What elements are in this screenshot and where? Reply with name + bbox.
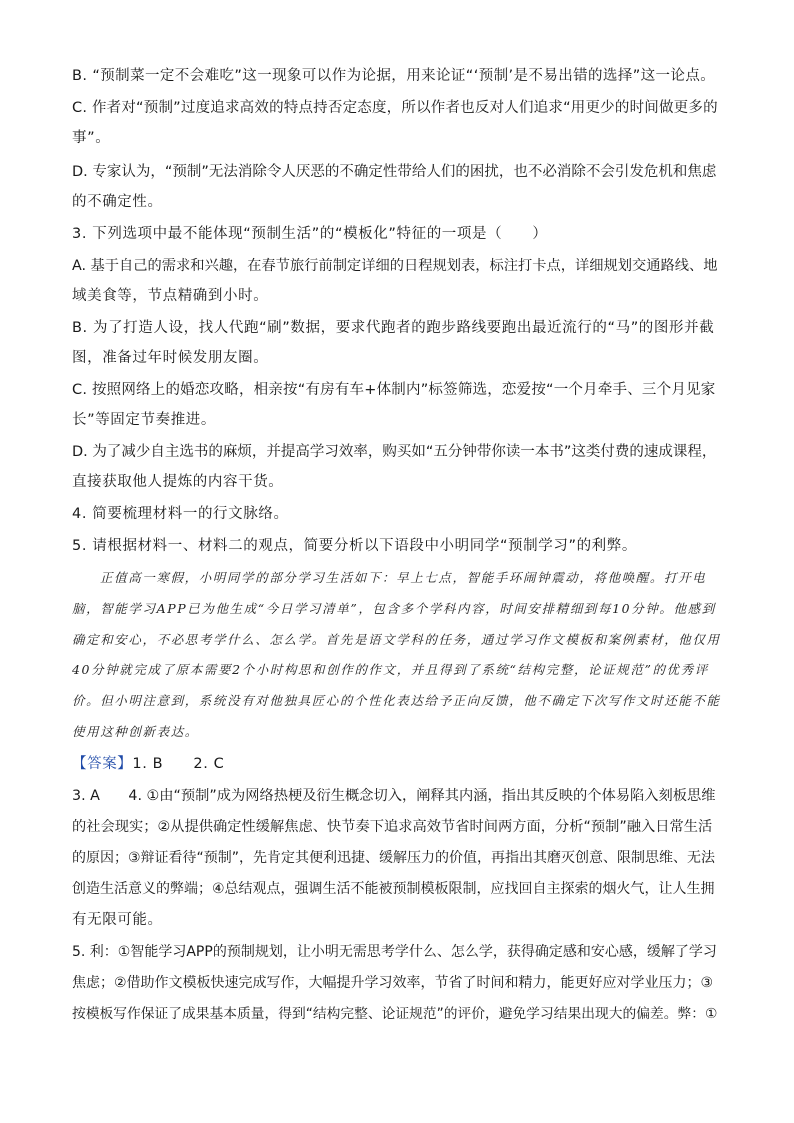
passage-line-1: 正值高一寒假，小明同学的部分学习生活如下：早上七点，智能手环闹钟震动，将他唤醒。打开电 bbox=[100, 570, 707, 585]
question-3: 3. 下列选项中最不能体现“预制生活”的“模板化”特征的一项是（ ） bbox=[72, 226, 548, 242]
q3-option-a-line-1: A. 基于自己的需求和兴趣，在春节旅行前制定详细的日程规划表，标注打卡点，详细规划交通路线、地 bbox=[72, 258, 718, 274]
q3-option-c-line-1: C. 按照网络上的婚恋攻略，相亲按“有房有车+体制内”标签筛选，恋爱按“一个月牵手、三个月见家 bbox=[72, 382, 716, 398]
option-d-line-1: D. 专家认为，“预制”无法消除令人厌恶的不确定性带给人们的困扰，也不必消除不会引发危机和焦虑 bbox=[72, 164, 717, 180]
answer-1-2: 1. B 2. C bbox=[132, 756, 225, 772]
answer-4-line-1: 3. A 4. ①由“预制”成为网络热梗及衍生概念切入，阐释其内涵，指出其反映的个体易陷入刻板思维 bbox=[72, 788, 716, 804]
passage-line-2: 脑，智能学习APP已为他生成“今日学习清单”，包含多个学科内容，时间安排精细到每10分钟。他感到 bbox=[72, 601, 716, 616]
passage-line-5: 价。但小明注意到，系统没有对他独具匠心的个性化表达给予正向反馈，他不确定下次写作文时还能不能 bbox=[72, 693, 721, 708]
q3-option-a-line-2: 域美食等，节点精确到小时。 bbox=[72, 288, 269, 304]
option-b: B. “预制菜一定不会难吃”这一现象可以作为论据，用来论证“‘预制’是不易出错的选择”这一论点。 bbox=[72, 68, 716, 84]
answer-5-line-2: 焦虑；②借助作文模板快速完成写作，大幅提升学习效率，节省了时间和精力，能更好应对学业压力；③ bbox=[72, 975, 714, 991]
q3-option-c-line-2: 长”等固定节奏推进。 bbox=[72, 412, 217, 428]
answer-tag: 【答案】 bbox=[72, 756, 133, 772]
q3-option-d-line-2: 直接获取他人提炼的内容干货。 bbox=[72, 474, 284, 490]
q3-option-b-line-2: 图，准备过年时候发朋友圈。 bbox=[72, 350, 269, 366]
answer-5-line-1: 5. 利：①智能学习APP的预制规划，让小明无需思考学什么、怎么学，获得确定感和安心感，缓解了学习 bbox=[72, 944, 717, 960]
option-c-line-2: 事”。 bbox=[72, 130, 111, 146]
answer-5-line-3: 按模板写作保证了成果基本质量，得到“结构完整、论证规范”的评价，避免学习结果出现大的偏差。弊：① bbox=[72, 1006, 718, 1022]
option-d-line-2: 的不确定性。 bbox=[72, 194, 163, 210]
question-5: 5. 请根据材料一、材料二的观点，简要分析以下语段中小明同学“预制学习”的利弊。 bbox=[72, 538, 637, 554]
answer-4-line-4: 创造生活意义的弊端；④总结观点，强调生活不能被预制模板限制，应找回自主探索的烟火气，让人生拥 bbox=[72, 881, 715, 897]
answer-4-line-5: 有无限可能。 bbox=[72, 912, 163, 928]
option-c-line-1: C. 作者对“预制”过度追求高效的特点持否定态度，所以作者也反对人们追求“用更少的时间做更多的 bbox=[72, 100, 718, 116]
question-4: 4. 简要梳理材料一的行文脉络。 bbox=[72, 506, 289, 522]
passage-line-4: 40分钟就完成了原本需要2个小时构思和创作的作文，并且得到了系统“结构完整，论证规范”的优秀评 bbox=[72, 662, 709, 677]
q3-option-b-line-1: B. 为了打造人设，找人代跑“刷”数据，要求代跑者的跑步路线要跑出最近流行的“马”的图形并截 bbox=[72, 320, 715, 336]
answer-4-line-2: 的社会现实；②从提供确定性缓解焦虑、快节奏下追求高效节省时间两方面，分析“预制”融入日常生活 bbox=[72, 819, 713, 835]
passage-line-6: 使用这种创新表达。 bbox=[72, 724, 199, 739]
q3-option-d-line-1: D. 为了减少自主选书的麻烦，并提高学习效率，购买如“五分钟带你读一本书”这类付费的速成课程， bbox=[72, 444, 717, 460]
passage-line-3: 确定和安心，不必思考学什么、怎么学。首先是语文学科的任务，通过学习作文模板和案例素材，他仅用 bbox=[72, 632, 721, 647]
answer-line bbox=[72, 755, 224, 773]
answer-4-line-3: 的原因；③辩证看待“预制”，先肯定其便利迅捷、缓解压力的价值，再指出其磨灭创意、限制思维、无法 bbox=[72, 850, 716, 866]
